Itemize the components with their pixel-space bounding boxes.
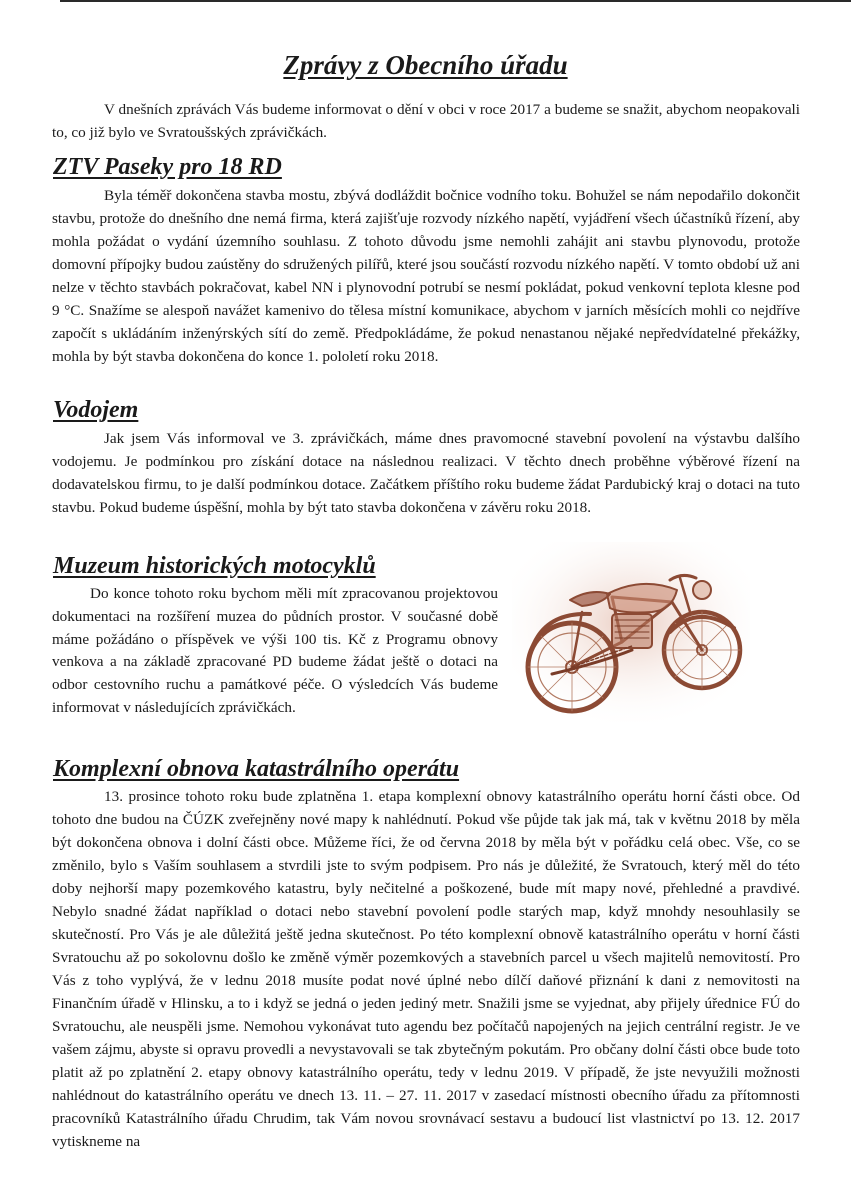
section-text-vodojem: Jak jsem Vás informoval ve 3. zprávičkách, máme dnes pravomocné stavební povolení na výstavbu dalšího vodojemu. Je podmínkou pro získání dotace na následnou realizaci. V těchto dnech proběhne výběrové řízení na dodavatelskou firmu, to je další podmínkou dotace. Začátkem příštího roku budeme žádat Pardubický kraj o dotaci na tuto stavbu. Pokud budeme úspěšní, mohla by být tato stavba dokončena v závěru roku 2018. <box>52 430 800 516</box>
section-text-muzeum: Do konce tohoto roku bychom měli mít zpracovanou projektovou dokumentaci na rozšíření muzea do půdních prostor. V současné době máme požádáno o příspěvek ve výši 100 tis. Kč z Programu obnovy venkova a na základě zpracované PD budeme žádat ještě o dotaci na odbor cestovního ruchu a památkové péče. O výsledcích Vás budeme informovat v následujících zprávičkách. <box>52 585 498 716</box>
section-text-katastr: 13. prosince tohoto roku bude zplatněna 1. etapa komplexní obnovy katastrálního operátu horní části obce. Od tohoto dne budou na ČÚZK zveřejněny nové mapy k nahlédnutí. Pokud vše půjde tak jak má, tak v květnu 2018 by měla být dokončena obnova i dolní části obce. Můžeme říci, že od června 2018 by měla být v pořádku celá obec. Vše, co se změnilo, bylo s Vaším souhlasem a stvrdili jste to svým podpisem. Pro nás je důležité, že Svratouch, který měl do této doby nejhorší mapy pozemkového katastru, byly nečitelné a poškozené, bude mít mapy nové, přehledné a pravdivé. Nebylo snadné žádat například o dotaci nebo stavební povolení podle starých map, když mnohdy nesouhlasily se skutečností. Pro Vás je ale důležitá ještě jedna skutečnost. Po této komplexní obnově katastrálního operátu v horní části Svratouchu až po sokolovnu došlo ke změně výměr pozemkových a stavebních parcel u všech majitelů nemovitostí. Pro Vás z toho vyplývá, že v lednu 2018 musíte podat nové úplné nebo dílčí daňové přiznání k dani z nemovitosti na Finančním úřadě v Hlinsku, a to i když se jedná o jeden jediný metr. Snažili jsme se vyjednat, aby přijely úřednice FÚ do Svratouchu, ale neuspěli jsme. Nemohou vykonávat tuto agendu bez počítačů napojených na jejich centrální registr. Je ve vašem zájmu, abyste si opravu provedli a nevystavovali se tak zbytečným pokutám. Pro občany dolní části obce bude toto platit až po zplatnění 2. etapy obnovy katastrálního operátu, tedy v lednu 2019. V případě, že jste nevyužili možnosti nahlédnout do katastrálního operátu ve dnech 13. 11. – 27. 11. 2017 v zasedací místnosti obecního úřadu za přítomnosti pracovníků Katastrálního úřadu Chrudim, tak Vám novou srovnávací sestavu a budoucí list vlastnictví po 13. 12. 2017 vytiskneme na <box>52 788 800 1150</box>
motorcycle-icon <box>512 542 750 722</box>
section-text-ztv-paseky: Byla téměř dokončena stavba mostu, zbývá dodláždit bočnice vodního toku. Bohužel se nám nepodařilo dokončit stavbu, protože do dnešního dne nemá firma, která zajišťuje rozvody nízkého napětí, vyjádření všech účastníků řízení, aby mohla požádat o vydání územního souhlasu. Z tohoto důvodu jsme nemohli zahájit ani stavbu plynovodu, protože domovní přípojky budou zaústěny do sdružených pilířů, které jsou součástí rozvodu nízkého napětí. V tomto období už ani nelze v těchto stavbách pokračovat, kabel NN i plynovodní potrubí se nesmí pokládat, pokud venkovní teplota klesne pod 9 °C. Snažíme se alespoň navážet kamenivo do tělesa místní komunikace, abychom v jarních měsících mohli co nejdříve započít s ukládáním inženýrských sítí do země. Předpokládáme, že pokud nenastanou nějaké nepředvídatelné překážky, mohla by být stavba dokončena do konce 1. pololetí roku 2018. <box>52 187 800 365</box>
section-heading-ztv-paseky: ZTV Paseky pro 18 RD <box>53 154 282 180</box>
section-heading-muzeum: Muzeum historických motocyklů <box>53 553 376 579</box>
motorcycle-illustration <box>512 542 750 722</box>
page-top-edge <box>60 0 851 2</box>
intro-paragraph: V dnešních zprávách Vás budeme informovat o dění v obci v roce 2017 a budeme se snažit, abychom neopakovali to, co již bylo ve Svratoušských zprávičkách. <box>52 101 800 141</box>
section-heading-katastr: Komplexní obnova katastrálního operátu <box>53 756 460 782</box>
page-title: Zprávy z Obecního úřadu <box>283 50 568 80</box>
section-heading-vodojem: Vodojem <box>53 397 139 423</box>
